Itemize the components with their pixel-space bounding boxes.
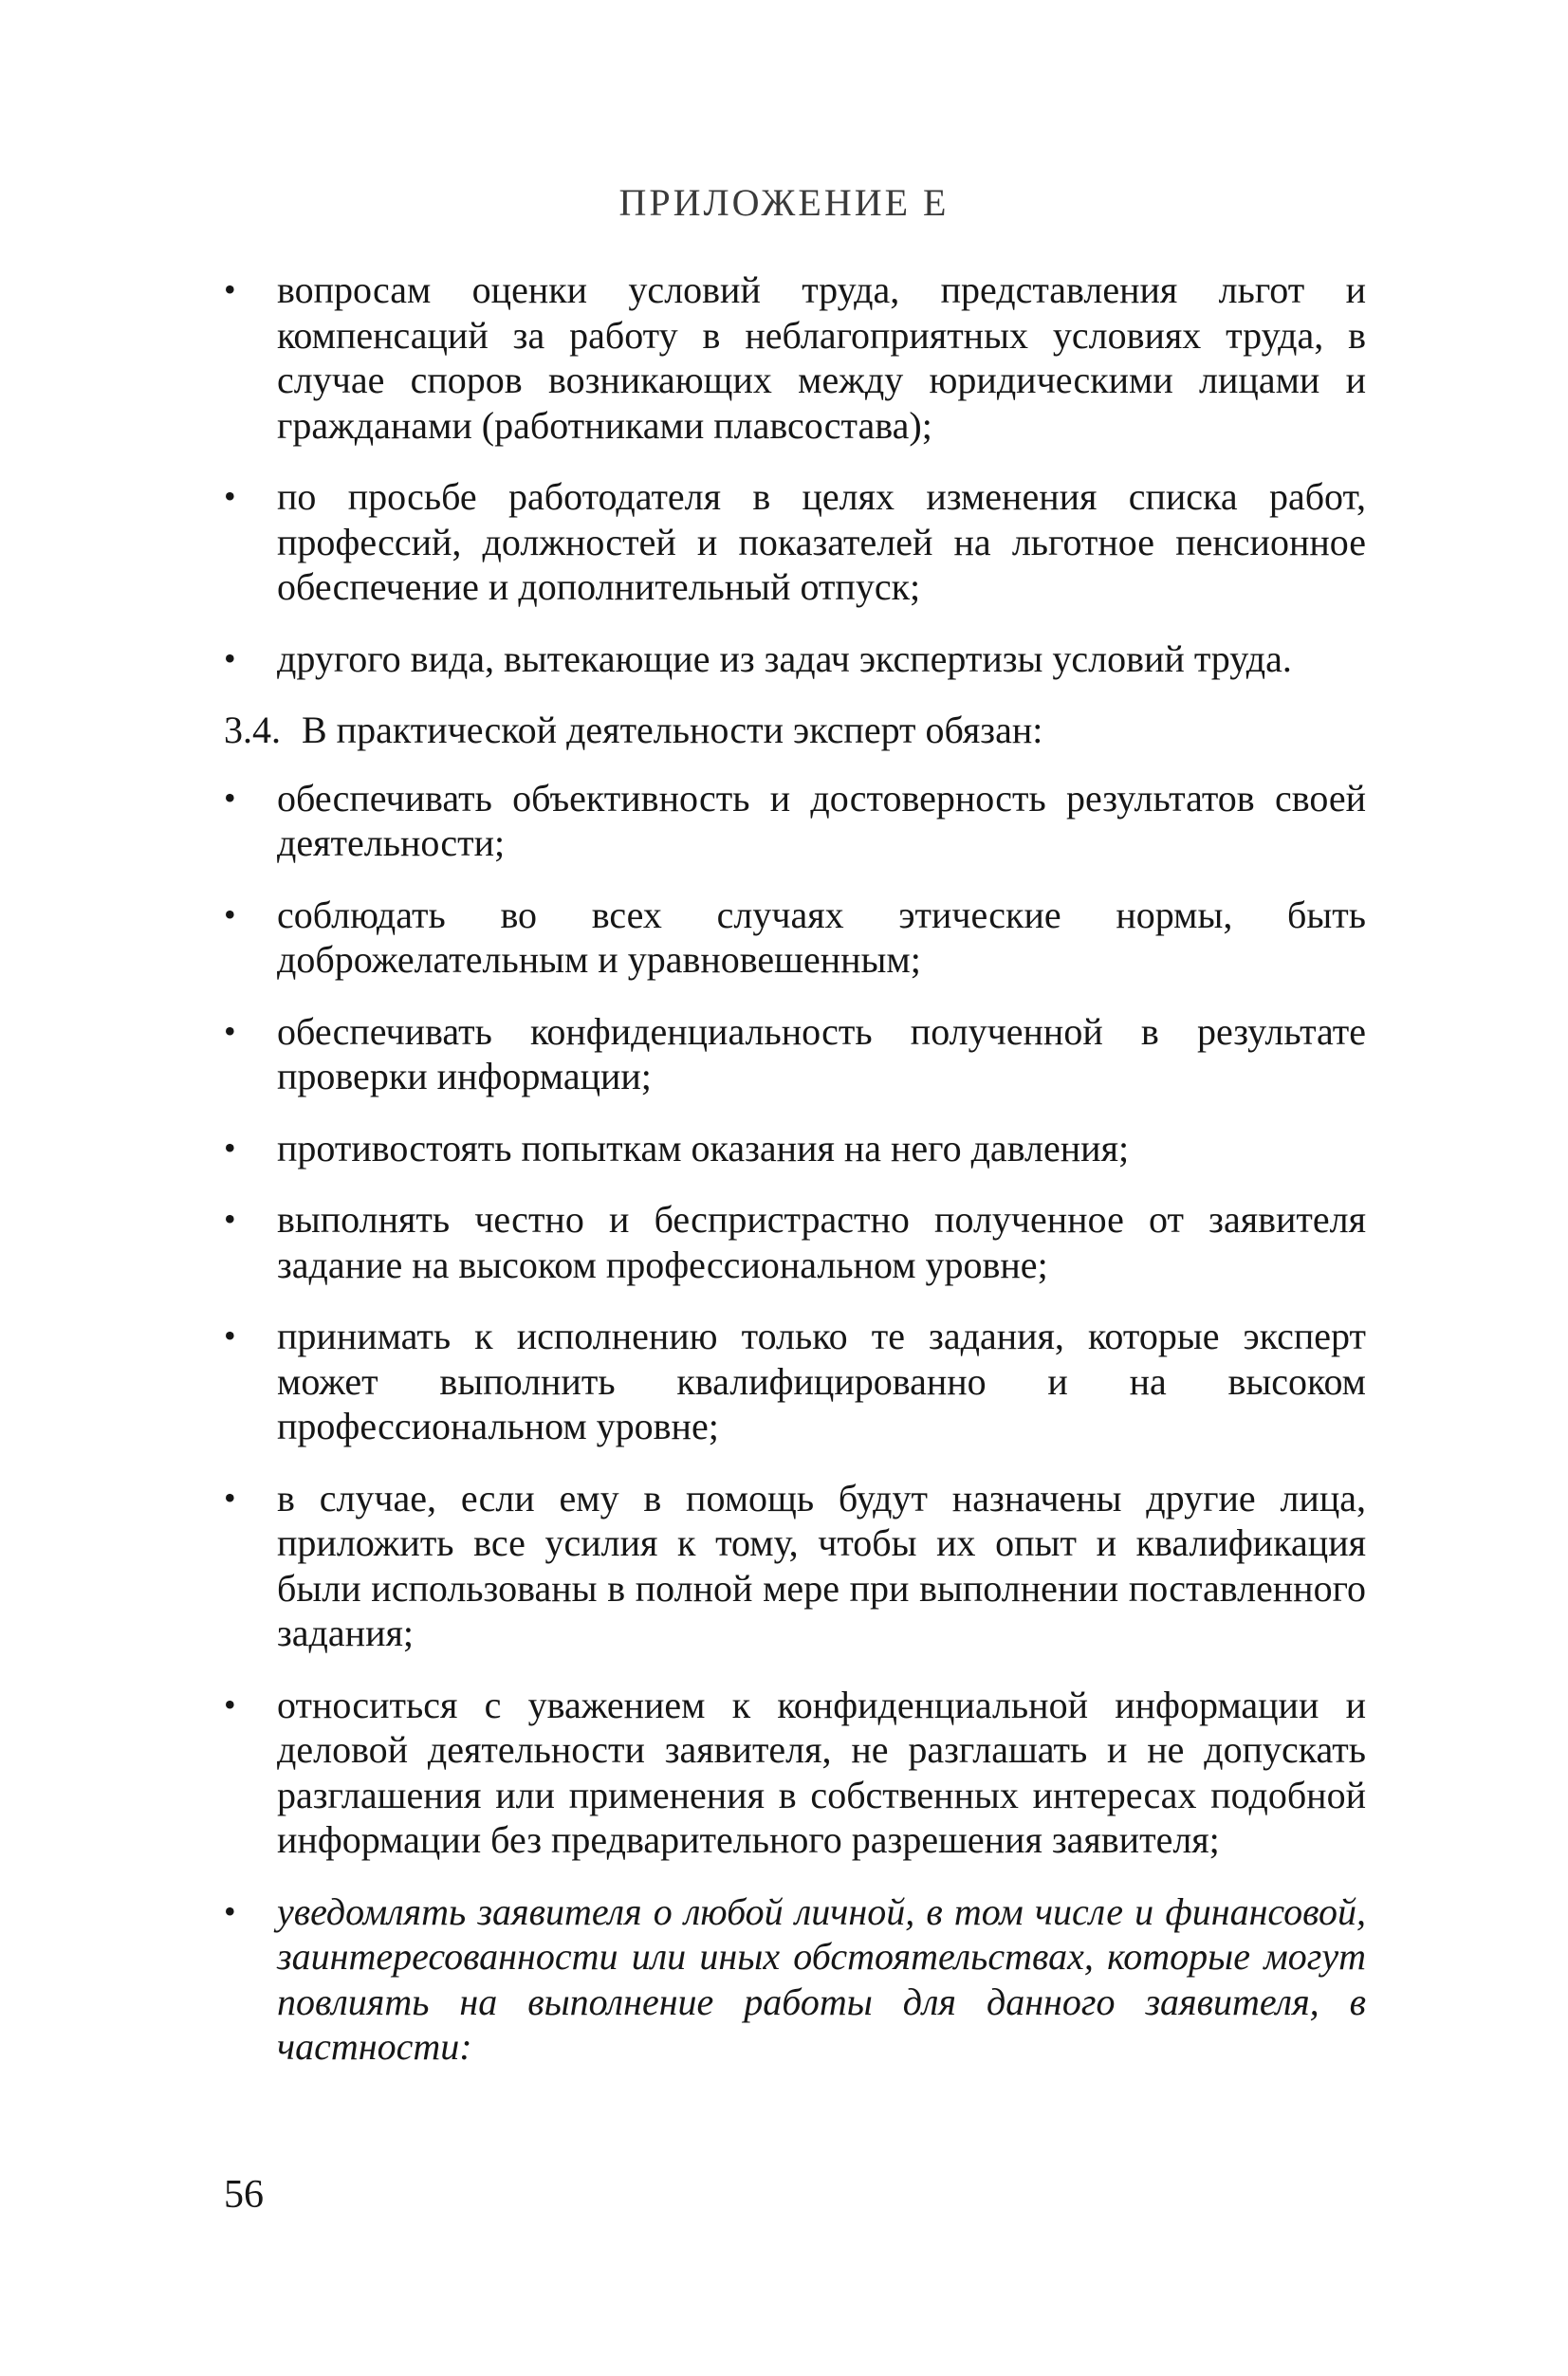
list-item: [224, 474, 1366, 610]
page-number: 56: [224, 2173, 264, 2217]
list-item-text: противостоять попыткам оказания на него давления;: [277, 1126, 1130, 1170]
bullet-icon: •: [224, 270, 236, 308]
list-item: [224, 636, 1366, 682]
list-item: [224, 1197, 1366, 1287]
list-item: [224, 776, 1366, 866]
bullet-icon: •: [224, 894, 236, 933]
list-item-text: относиться с уважением к конфиденциальной информации и деловой деятельности заявителя, не разглашать и не допускать разглашения или применения в собственных интересах подобной информации без предварительного разрешения заявителя;: [277, 1683, 1366, 1861]
list-item: [224, 1314, 1366, 1449]
list-item-text: другого вида, вытекающие из задач экспертизы условий труда.: [277, 636, 1292, 680]
bullet-icon: •: [224, 1200, 236, 1238]
bullet-list-1: [224, 267, 1366, 681]
section-heading: [224, 708, 1366, 753]
bullet-icon: •: [224, 778, 236, 817]
list-item: [224, 893, 1366, 983]
section-heading-text: В практической деятельности эксперт обязан:: [302, 709, 1043, 751]
bullet-icon: •: [224, 1128, 236, 1167]
list-item-text: принимать к исполнению только те задания, которые эксперт может выполнить квалифицированно и на высоком профессиональном уровне;: [277, 1315, 1366, 1447]
list-item-text: в случае, если ему в помощь будут назначены другие лица, приложить все усилия к тому, чтобы их опыт и квалификация были использованы в полной мере при выполнении поставленного задания;: [277, 1476, 1366, 1654]
bullet-icon: •: [224, 1011, 236, 1050]
list-item: [224, 267, 1366, 448]
page-header: ПРИЛОЖЕНИЕ Е: [618, 181, 950, 224]
list-item: [224, 1683, 1366, 1863]
list-item: [224, 1476, 1366, 1656]
bullet-icon: •: [224, 477, 236, 515]
document-body: [224, 267, 1366, 2096]
bullet-icon: •: [224, 1685, 236, 1723]
bullet-icon: •: [224, 1478, 236, 1517]
list-item: [224, 1009, 1366, 1099]
list-item-text: обеспечивать конфиденциальность полученной в результате проверки информации;: [277, 1009, 1366, 1097]
list-item-text: соблюдать во всех случаях этические нормы, быть доброжелательным и уравновешенным;: [277, 893, 1366, 981]
list-item-text: обеспечивать объективность и достоверность результатов своей деятельности;: [277, 776, 1366, 864]
bullet-icon: •: [224, 1891, 236, 1930]
section-number: 3.4.: [224, 709, 281, 751]
list-item-text: вопросам оценки условий труда, представления льгот и компенсаций за работу в неблагоприятных условиях труда, в случае споров возникающих между юридическими лицами и гражданами (работниками плавсостава);: [277, 268, 1366, 447]
bullet-list-2: [224, 776, 1366, 2070]
list-item-text: выполнять честно и беспристрастно полученное от заявителя задание на высоком профессиональном уровне;: [277, 1198, 1366, 1286]
list-item-text: по просьбе работодателя в целях изменения списка работ, профессий, должностей и показателей на льготное пенсионное обеспечение и дополнительный отпуск;: [277, 475, 1366, 608]
bullet-icon: •: [224, 1317, 236, 1354]
list-item-text: уведомлять заявителя о любой личной, в том числе и финансовой, заинтересованности или иных обстоятельствах, которые могут повлиять на выполнение работы для данного заявителя, в частности:: [277, 1889, 1366, 2068]
list-item: [224, 1889, 1366, 2070]
bullet-icon: •: [224, 638, 236, 677]
list-item: [224, 1126, 1366, 1171]
